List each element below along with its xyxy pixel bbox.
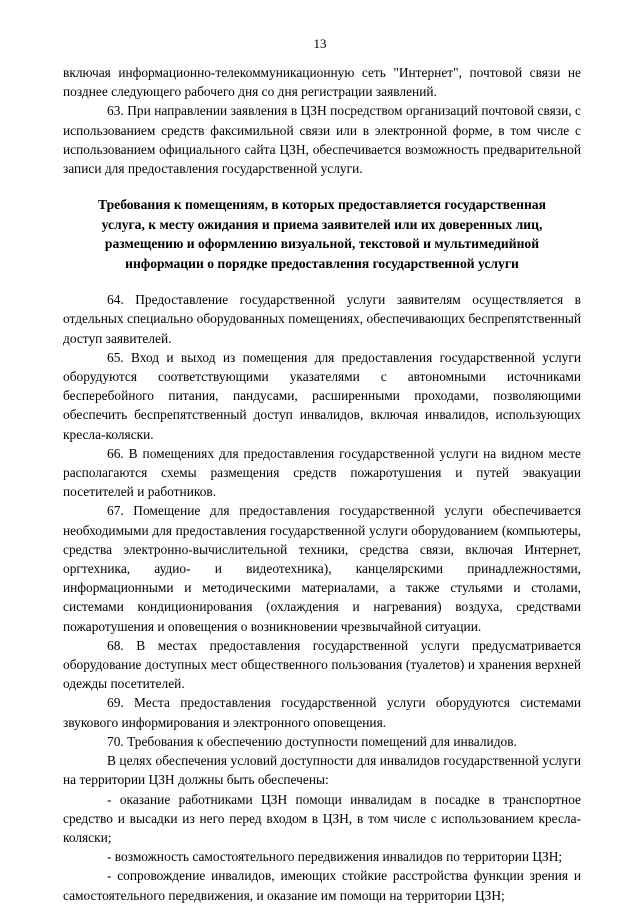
paragraph: - оказание работниками ЦЗН помощи инвалидам в посадке в транспортное средство и высадки из него перед входом в ЦЗН, в том числе с использованием кресла-коляски; xyxy=(63,791,581,845)
paragraph: 68. В местах предоставления государственной услуги предусматривается оборудование доступных мест общественного пользования (туалетов) и хранения верхней одежды посетителей. xyxy=(63,637,581,692)
paragraph: - сопровождение инвалидов, имеющих стойкие расстройства функции зрения и самостоятельного передвижения, и оказание им помощи на территории ЦЗН; xyxy=(63,868,581,903)
paragraphs-before-heading xyxy=(63,63,581,178)
page-number: 13 xyxy=(313,36,327,51)
paragraphs-after-heading xyxy=(63,290,581,905)
section-heading: Требования к помещениям, в которых предоставляется государственная услуга, к месту ожидания и приема заявителей или их доверенных лиц, размещению и оформлению визуальной, текстовой и мультимедийной информации о порядке предоставления государственной услуги xyxy=(98,197,546,271)
paragraph: включая информационно-телекоммуникационную сеть "Интернет", почтовой связи не позднее следующего рабочего дня со дня регистрации заявлений. xyxy=(63,65,581,100)
paragraph: В целях обеспечения условий доступности для инвалидов государственной услуги на территории ЦЗН должны быть обеспечены: xyxy=(63,753,581,788)
paragraph: 70. Требования к обеспечению доступности помещений для инвалидов. xyxy=(107,733,517,749)
paragraph: 66. В помещениях для предоставления государственной услуги на видном месте располагаются схемы размещения средств пожаротушения и путей эвакуации посетителей и работников. xyxy=(63,445,581,500)
paragraph: 65. Вход и выход из помещения для предоставления государственной услуги оборудуются соответствующими указателями с автономными источниками бесперебойного питания, пандусами, расширенными проходами, позволяющими обеспечить беспрепятственный доступ инвалидов, включая инвалидов, использующих кресла-коляски. xyxy=(63,349,581,442)
paragraph: 64. Предоставление государственной услуги заявителям осуществляется в отдельных специально оборудованных помещениях, обеспечивающих беспрепятственный доступ заявителей. xyxy=(63,292,581,346)
paragraph: 63. При направлении заявления в ЦЗН посредством организаций почтовой связи, с использованием средств факсимильной связи или в электронной форме, в том числе с использованием официального сайта ЦЗН, обеспечивается возможность предварительной записи для предоставления государственной услуги. xyxy=(63,103,581,177)
paragraph: 69. Места предоставления государственной услуги оборудуются системами звукового информирования и электронного оповещения. xyxy=(63,695,581,730)
document-body xyxy=(63,63,581,905)
paragraph: - возможность самостоятельного передвижения инвалидов по территории ЦЗН; xyxy=(107,849,563,865)
paragraph: 67. Помещение для предоставления государственной услуги обеспечивается необходимыми для предоставления государственной услуги оборудованием (компьютеры, средства электронно-вычислительной техники, средства связи, включая Интернет, оргтехника, аудио- и видеотехника), канцелярскими принадлежностями, информационными и методическими материалами, а также стульями и столами, системами кондиционирования (охлаждения и нагревания) воздуха, средствами пожаротушения и оповещения о возникновении чрезвычайной ситуации. xyxy=(63,503,581,634)
